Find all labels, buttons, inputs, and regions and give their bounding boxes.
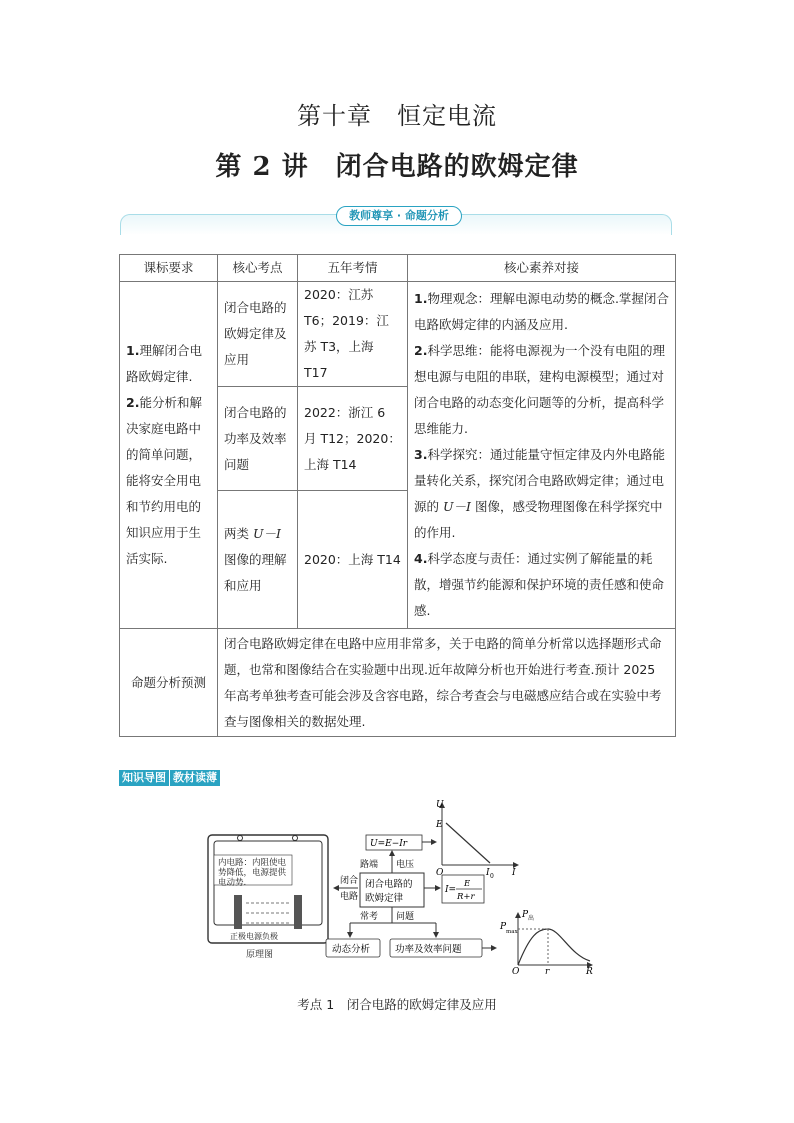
center-line-2: 欧姆定律 <box>365 893 404 904</box>
dynamic-analysis: 动态分析 <box>332 944 371 955</box>
tag-knowledge-map: 知识导图 <box>119 770 169 786</box>
topic-prefix: 两类 <box>224 525 253 541</box>
literacy-text: 科学思维：能将电源视为一个没有电阻的理想电源与电阻的串联，建构电源模型；通过对闭合电路的动态变化问题等的分析，提高科学思维能力. <box>414 343 665 436</box>
banner-pill: 教师尊享 · 命题分析 <box>336 206 462 226</box>
lesson-title: 第 2 讲 闭合电路的欧姆定律 <box>215 152 579 182</box>
topic-cell: 闭合电路的功率及效率问题 <box>218 387 298 491</box>
topic-suffix: 图像的理解和应用 <box>224 551 287 593</box>
power-x-axis: R <box>586 967 593 975</box>
forecast-row <box>120 629 676 737</box>
table-row <box>120 282 676 387</box>
requirement-text-2: 能分析和解决家庭电路中的简单问题，能将安全用电和节约用电的知识应用于生活实际. <box>126 395 202 566</box>
topic-cell: 闭合电路的欧姆定律及应用 <box>218 282 298 387</box>
power-efficiency: 功率及效率问题 <box>395 944 462 955</box>
inner-circuit-line3: 电动势. <box>218 878 247 888</box>
ui-graph <box>435 800 518 880</box>
exam-cell: 2020：上海 T14 <box>298 491 408 629</box>
literacy-text: 物理观念：理解电源电动势的概念.掌握闭合电路欧姆定律的内涵及应用. <box>414 291 669 332</box>
literacy-num: 1. <box>414 291 428 306</box>
header-requirement: 课标要求 <box>120 255 218 282</box>
power-peak-x: r <box>545 967 550 975</box>
exam-cell: 2022：浙江 6 月 T12；2020：上海 T14 <box>298 387 408 491</box>
analysis-table <box>119 254 676 737</box>
ui-intercept-sub: 0 <box>490 873 494 880</box>
power-peak: P <box>500 922 507 932</box>
topic-cell <box>218 491 298 629</box>
literacy-text: 科学探究：通过能量守恒定律及内外电路能量转化关系，探究闭合电路欧姆定律；通过电源的 <box>414 447 665 514</box>
chapter-title: 第十章 恒定电流 <box>297 102 497 130</box>
table-header-row <box>120 255 676 282</box>
problems-label: 问题 <box>396 912 415 922</box>
circuit-schematic <box>208 835 328 960</box>
inner-circuit-line1: 内电路：内阻使电 <box>218 858 287 868</box>
requirement-text-1: 理解闭合电路欧姆定律. <box>126 343 202 384</box>
header-topic: 核心考点 <box>218 255 298 282</box>
current-numerator: E <box>464 879 471 889</box>
closed-label-2: 电路 <box>340 892 359 902</box>
literacy-num: 3. <box>414 447 428 462</box>
tag-textbook: 教材读薄 <box>170 770 220 786</box>
literacy-cell <box>408 282 676 629</box>
common-label: 常考 <box>360 912 379 922</box>
ui-origin: O <box>436 868 444 878</box>
section-caption: 考点 1 闭合电路的欧姆定律及应用 <box>297 997 497 1012</box>
literacy-num: 2. <box>414 343 428 358</box>
forecast-text: 闭合电路欧姆定律在电路中应用非常多，关于电路的简单分析常以选择题形式命题，也常和图像结合在实验题中出现.近年故障分析也开始进行考查.预计 2025 年高考单独考查可能会涉及含容电路，综合考查会与电磁感应结合或在实验中考查与图像相关的数据处理. <box>218 629 676 737</box>
center-line-1: 闭合电路的 <box>365 879 413 890</box>
ui-formula: U=E−Ir <box>370 839 408 849</box>
literacy-italic: U－I <box>442 499 471 514</box>
literacy-text: 科学态度与责任：通过实例了解能量的耗散，增强节约能源和保护环境的责任感和使命感. <box>414 551 665 618</box>
exam-cell: 2020：江苏 T6；2019：江苏 T3，上海 T17 <box>298 282 408 387</box>
current-formula-lhs: I= <box>445 885 457 895</box>
voltage-label: 电压 <box>396 860 415 870</box>
teacher-banner <box>120 206 672 236</box>
power-peak-sub: max <box>506 929 518 935</box>
power-y-axis: P <box>522 910 529 920</box>
ui-intercept-i: I <box>486 868 490 878</box>
closed-label-1: 闭合 <box>340 876 359 886</box>
section-tags <box>119 766 221 782</box>
knowledge-diagram <box>200 795 600 975</box>
ui-x-axis: I <box>512 868 516 878</box>
current-denominator: R+r <box>457 892 475 902</box>
header-exams: 五年考情 <box>298 255 408 282</box>
requirement-num-2: 2. <box>126 395 140 410</box>
power-y-sub: 出 <box>528 915 535 922</box>
literacy-num: 4. <box>414 551 428 566</box>
power-origin: O <box>512 967 520 975</box>
inner-circuit-line2: 势降低，电源提供 <box>218 868 287 878</box>
topic-italic: U－I <box>252 525 281 541</box>
requirement-num-1: 1. <box>126 343 140 358</box>
requirement-cell <box>120 282 218 629</box>
forecast-label: 命题分析预测 <box>120 629 218 737</box>
schematic-caption: 原理图 <box>246 950 274 960</box>
literacy-text: 图像，感受物理图像在科学探究中的作用. <box>414 499 663 540</box>
ui-y-axis: U <box>436 800 444 810</box>
electrode-label: 正极电源负极 <box>230 932 278 941</box>
terminal-label: 路端 <box>360 860 379 870</box>
ui-intercept-e: E <box>436 820 443 830</box>
header-literacy: 核心素养对接 <box>408 255 676 282</box>
power-graph <box>499 910 593 975</box>
